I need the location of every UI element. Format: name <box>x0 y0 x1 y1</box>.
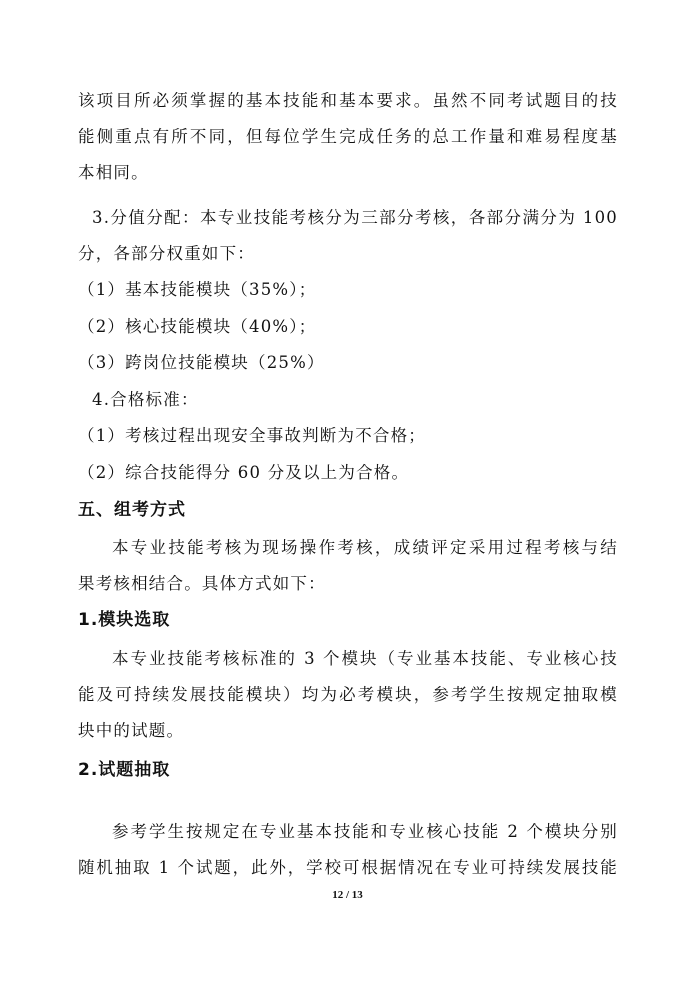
paragraph-line: 本相同。 <box>78 163 149 182</box>
section-heading: 五、组考方式 <box>78 500 186 520</box>
paragraph-line: 块中的试题。 <box>78 721 185 740</box>
subsection-heading: 2.试题抽取 <box>78 760 171 780</box>
paragraph-line: 果考核相结合。具体方式如下： <box>78 574 326 593</box>
list-item: （1）考核过程出现安全事故判断为不合格； <box>78 426 426 445</box>
paragraph-line: 能及可持续发展技能模块）均为必考模块，参考学生按规定抽取模 <box>78 685 618 704</box>
paragraph-line: 能侧重点有所不同，但每位学生完成任务的总工作量和难易程度基 <box>78 127 618 146</box>
subsection-heading: 1.模块选取 <box>78 610 171 630</box>
paragraph-line: 分，各部分权重如下： <box>78 244 255 263</box>
list-item: （2）综合技能得分 60 分及以上为合格。 <box>78 463 410 482</box>
paragraph-line: 本专业技能考核标准的 3 个模块（专业基本技能、专业核心技 <box>112 649 618 668</box>
list-item: （3）跨岗位技能模块（25%） <box>78 353 325 372</box>
paragraph-line: 随机抽取 1 个试题，此外，学校可根据情况在专业可持续发展技能 <box>78 858 618 877</box>
page-number: 12 / 13 <box>332 889 363 901</box>
paragraph-line: 本专业技能考核为现场操作考核，成绩评定采用过程考核与结 <box>112 538 618 557</box>
paragraph-line: 参考学生按规定在专业基本技能和专业核心技能 2 个模块分别 <box>112 822 618 841</box>
paragraph-line: 该项目所必须掌握的基本技能和基本要求。虽然不同考试题目的技 <box>78 91 618 110</box>
list-item: （1）基本技能模块（35%）； <box>78 280 317 299</box>
paragraph-line: 3.分值分配：本专业技能考核分为三部分考核，各部分满分为 100 <box>92 208 618 227</box>
paragraph-line: 4.合格标准： <box>92 390 199 409</box>
list-item: （2）核心技能模块（40%）； <box>78 317 317 336</box>
